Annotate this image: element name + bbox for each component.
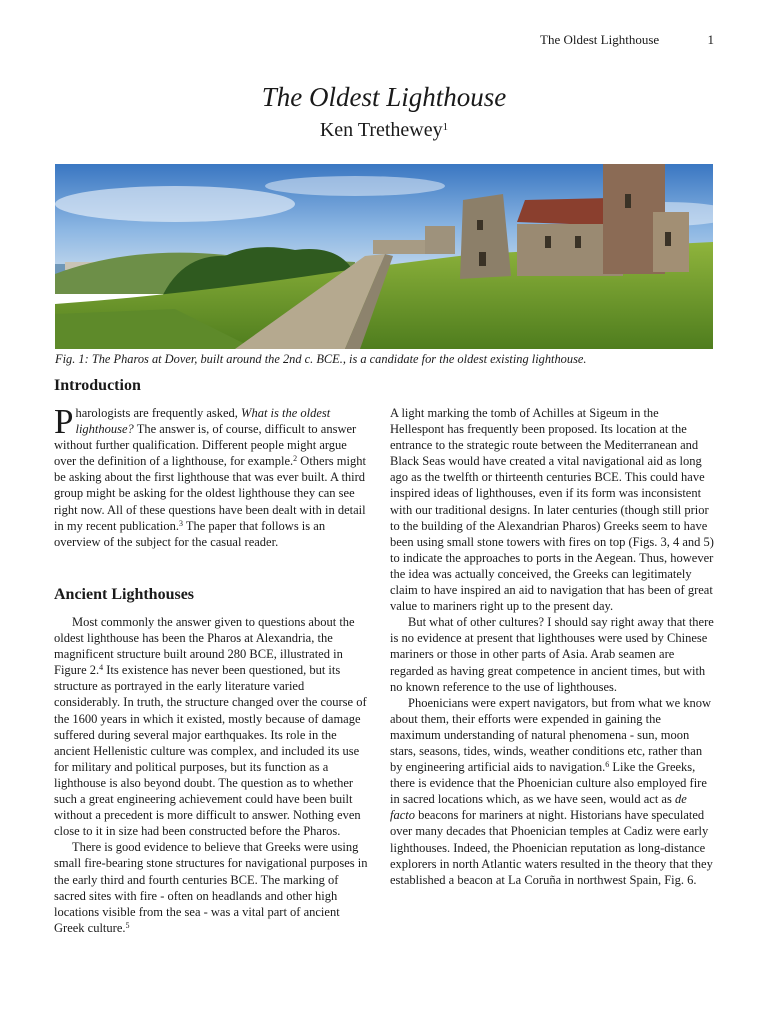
figure-caption: Fig. 1: The Pharos at Dover, built around the 2nd c. BCE., is a candidate for the oldest existing lighthouse. <box>55 352 587 366</box>
running-header <box>540 32 714 48</box>
footnote-marker: 3 <box>178 518 183 528</box>
church-window <box>575 236 581 248</box>
drop-cap: P <box>54 402 74 441</box>
author-name: Ken Trethewey <box>319 119 443 141</box>
right-column-text <box>390 405 714 888</box>
section-heading-introduction: Introduction <box>54 377 141 394</box>
tower-window <box>479 252 486 266</box>
intro-paragraph: Pharologists are frequently asked, What is the oldest lighthouse? The answer is, of course, difficult to answer without further qualification. Different people might argue over the definition of a lighthouse, for example.$^2$ Others might be asking about the first lighthouse that was ever built. A third group might be asking for the oldest lighthouse they can see right now. All of these questions have been dealt with in detail in my recent publication.$^3$ The paper that follows is an overview of the subject for the casual reader. <box>54 402 366 549</box>
battlements <box>425 226 455 254</box>
figure-photo <box>55 164 713 349</box>
author-line <box>0 118 768 142</box>
footnote-marker: 2 <box>293 454 298 464</box>
body-paragraph: There is good evidence to believe that Greeks were using small fire-bearing stone structures for navigational purposes in the early third and fourth centuries BCE. The marking of sacred sites with fire - often on headlands and other high locations visible from the sea - was a vital part of ancient Greek culture.$^5$ <box>54 840 368 935</box>
church-window <box>625 194 631 208</box>
pharos-tower <box>460 194 511 279</box>
dover-pharos-photo <box>55 164 713 349</box>
paper-title: The Oldest Lighthouse <box>261 82 507 112</box>
church-window <box>545 236 551 248</box>
footnote-marker: 6 <box>605 760 610 770</box>
footnote-marker: 5 <box>125 920 130 930</box>
tower-window <box>477 220 483 230</box>
body-paragraph: But what of other cultures? I should say right away that there is no evidence at present that lighthouses were used by Chinese mariners or those in other parts of Asia. Arab seamen are regarded as having great competence in ancient times, but with no known reference to the use of lighthouses. <box>390 615 714 694</box>
church-window <box>665 232 671 246</box>
page-number: 1 <box>707 32 714 47</box>
cloud <box>55 186 295 222</box>
body-paragraph: Phoenicians were expert navigators, but from what we know about them, their efforts were expended in gaining the maximum understanding of natural phenomena - sun, moon stars, seasons, tides, winds, weather conditions etc, rather than by engineering artificial aids to navigation.$^6$ Like the Greeks, there is evidence that the Phoenician culture also employed fire in sacred locations which, as we have seen, would act as de facto beacons for mariners at night. Historians have speculated over many decades that Phoenician temples at Cadiz were early lighthouses. Indeed, the Phoenician reputation as long-distance explorers in north Atlantic waters resulted in the theory that they established a beacon at La Coruña in northwest Spain, Fig. 6. <box>390 695 713 887</box>
intro-text <box>54 402 372 550</box>
running-title: The Oldest Lighthouse <box>540 32 660 47</box>
footnote-marker: 4 <box>99 663 104 673</box>
section-heading-ancient-lighthouses: Ancient Lighthouses <box>54 586 195 603</box>
body-paragraph: A light marking the tomb of Achilles at Sigeum in the Hellespont has frequently been proposed. Its location at the entrance to the strategic route between the Mediterranean and Black Seas would have created a vital navigational aid as long ago as the twelfth or thirteenth centuries BCE. This could have inspired ideas of lighthouses, even if its form was inconsistent with our traditional designs. In later centuries (though still prior to the building of the Alexandrian Pharos) Greeks seem to have been using small stone towers with fires on top (Figs. 3, 4 and 5) to indicate the approaches to ports in the Aegean. Thus, however the idea was actually conceived, the Greeks can legitimately claim to have inspired an aid to navigation that has been of great value to mariners right up to the present day. <box>390 406 714 614</box>
cloud <box>265 176 445 196</box>
ancient-text <box>54 614 372 936</box>
body-paragraph: Most commonly the answer given to questions about the oldest lighthouse has been the Pharos at Alexandria, the magnificent structure built around 280 BCE, illustrated in Figure 2.$^4$ Its existence has never been questioned, but its structure as portrayed in the early literature varied considerably. In truth, the structure changed over the course of the 1600 years in which it existed, mostly because of damage suffered during several major earthquakes. Its role in the ancient Hellenistic culture was complex, and included its use for military and political purposes, but its function as a lighthouse is also beyond doubt. The question as to whether such a great engineering achievement could have been built without a precedent is more difficult to answer. Nothing even close to it in size had been constructed before the Pharos. <box>54 615 367 839</box>
author-footnote-marker: 1 <box>442 121 449 133</box>
